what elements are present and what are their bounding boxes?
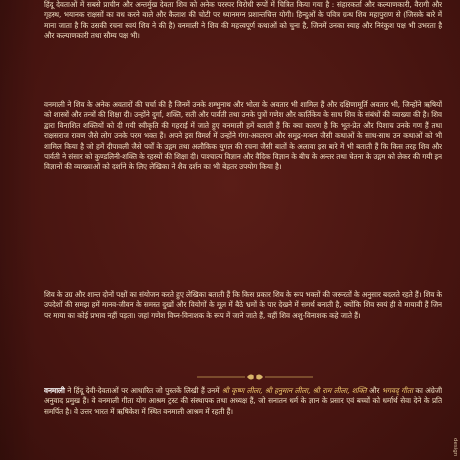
author-name: वनमाली [44,386,65,395]
design-credit: design [452,437,458,456]
author-bio-paragraph [44,386,442,460]
book-titles-1: श्री कृष्ण लीला, श्री हनुमान लीला, श्री राम लीला, शक्ति [221,386,367,395]
bio-mid: और [366,386,382,395]
ornament-divider [195,371,315,383]
bio-lead: ने हिंदू देवी-देवताओं पर आधारित जो पुस्तकें लिखी हैं उनमें [64,386,222,395]
book-titles-2: भगवद् गीता [381,386,413,395]
intro-paragraph: हिंदू देवताओं में सबसे प्राचीन और अन्तर्मुख देवता शिव को अनेक परस्पर विरोधी रूपों में चित्रित किया गया है : संहारकर्ता और कल्याणकारी, वैरागी और गृहस्थ, भयानक राक्षसों का वध करने वाले और कैलाश की चोटी पर ध्यानमग्न प्रशान्तचित्त योगी। हिन्दुओं के पवित्र ग्रन्थ शिव महापुराण से (जिसके बारे में माना जाता है कि उसकी रचना स्वयं शिव ने की है) वनमाली ने शिव की महत्त्वपूर्ण कथाओं को चुना है, जिनमें उनका स्याह और निरंकुश पक्ष भी उभरता है और कल्याणकारी तथा सौम्य पक्ष भी। [44,0,442,41]
teachings-paragraph: शिव के उग्र और शान्त दोनों पक्षों का संयोजन करते हुए लेखिका बताती हैं कि किस प्रकार शिव के रूप भक्तों की जरूरतों के अनुसार बदलते रहते हैं। शिव के उपदेशों की समझ हमें मानव-जीवन के समस्त दुखों और वियोगों के मूल में बैठे भ्रमों के पार देखने में समर्थ बनाती है, क्योंकि शिव स्वयं ही वे मायावी हैं जिन पर माया का कोई प्रभाव नहीं पड़ता। जहां गणेश विघ्न-विनाशक के रूप में जाने जाते हैं, वहीं शिव अशु-विनाशक कहे जाते हैं। [44,290,442,320]
spine-shadow [0,0,36,460]
bio-rest: का अंग्रेजी अनुवाद प्रमुख हैं। वे वनमाली गीता योग आश्रम ट्रस्ट की संस्थापक तथा अध्यक्ष हैं, जो सनातन धर्म के ज्ञान के प्रसार एवं बच्चों को धर्मार्थ सेवा देने के प्रति समर्पित है। वे उत्तर भारत में ऋषिकेश में स्थित वनमाली आश्रम में रहती हैं। [44,386,442,416]
avatars-paragraph: वनमाली ने शिव के अनेक अवतारों की चर्चा की है जिनमें उनके शम्भुनाथ और भोला के अवतार भी शामिल हैं और दक्षिणामूर्ति अवतार भी, जिन्होंने ऋषियों को शास्त्रों और तन्त्रों की शिक्षा दी। उन्होंने दुर्गा, शक्ति, सती और पार्वती तथा उनके पुत्रों गणेश और कार्तिकेय के साथ शिव के संबंधों की व्याख्या की है। शिव द्वारा विनाशित शक्तियों को दी गयी स्वीकृति की गहराई में जाते हुए वनमाली हमें बताती हैं कि क्या कारण है कि भूत-प्रेत और पिशाच उनके गण हैं तथा राक्षसराज रावण जैसे लोग उनके परम भक्त हैं। अपने इस विमर्श में उन्होंने गंगा-अवतरण और समुद्र-मन्थन जैसी कथाओं के साथ-साथ उन कथाओं को भी शामिल किया है जो हमें दीपावली जैसे पर्वों के उद्गम तथा अलौकिक युगल की रचना जैसी बातों के अलावा इस बारे में भी बताती हैं कि किस तरह शिव और पार्वती ने संसार को कुण्डलिनी-शक्ति के रहस्यों की शिक्षा दी। पाश्चात्य विज्ञान और वैदिक विज्ञान के बीच के अन्तर तथा चेतना के उद्गम को लेकर की गयी इन विज्ञानों की व्याख्याओं को दर्शाने के लिए लेखिका ने शैव दर्शन का भी बेहतर उपयोग किया है। [44,100,442,172]
